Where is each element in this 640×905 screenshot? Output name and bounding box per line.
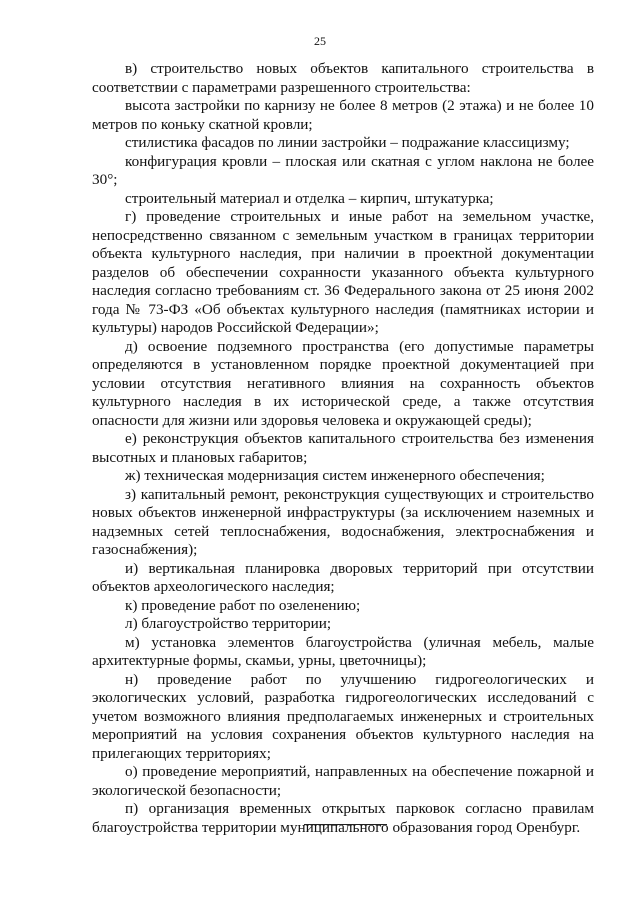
paragraph-materials: строительный материал и отделка – кирпич, штукатурка; [125, 189, 494, 207]
paragraph-g-works: г) проведение строительных и иные работ на земельном участке, непосредственно связанном с земельным участком в границах территории объекта культурного наследия, при наличии в проектной документации разделов об обеспечении сохранности указанного объекта культурного наследия согласно требованиям ст. 36 Федерального закона от 25 июня 2002 года № 73-ФЗ «Об объектах культурного наследия (памятниках истории и культуры) народов Российской Федерации»; [92, 208, 594, 336]
paragraph-zh-modernization: ж) техническая модернизация систем инженерного обеспечения; [125, 467, 545, 484]
paragraph-l-improvement: л) благоустройство территории; [125, 615, 332, 632]
paragraph-p-parking: п) организация временных открытых парковок согласно правилам благоустройства территории муниципального образования город Оренбург. [92, 800, 594, 836]
paragraph-n-hydrogeology: н) проведение работ по улучшению гидрогеологических и экологических условий, разработка гидрогеологических исследований с учетом возможного влияния предполагаемых инженерных и строительных мероприятий на условия сохранения объектов культурного наследия на прилегающих территориях; [92, 670, 594, 762]
paragraph-m-elements: м) установка элементов благоустройства (уличная мебель, малые архитектурные формы, скамьи, урны, цветочницы); [92, 633, 594, 669]
paragraph-facade-style: стилистика фасадов по линии застройки – подражание классицизму; [125, 134, 570, 151]
paragraph-roof-config: конфигурация кровли – плоская или скатная с углом наклона не более 30°; [92, 152, 594, 188]
end-divider-line [304, 824, 387, 825]
paragraph-o-safety: о) проведение мероприятий, направленных на обеспечение пожарной и экологической безопасности; [92, 763, 594, 799]
paragraph-z-repair: з) капитальный ремонт, реконструкция существующих и строительство новых объектов инженерной инфраструктуры (за исключением наземных и надземных сетей теплоснабжения, водоснабжения, электроснабжения и газоснабжения); [92, 485, 594, 558]
paragraph-v-construction: в) строительство новых объектов капитального строительства в соответствии с параметрами разрешенного строительства: [92, 60, 594, 96]
document-body [92, 60, 594, 837]
paragraph-e-reconstruction: е) реконструкция объектов капитального строительства без изменения высотных и плановых габаритов; [92, 430, 594, 466]
paragraph-i-planning: и) вертикальная планировка дворовых территорий при отсутствии объектов археологического наследия; [92, 559, 594, 595]
paragraph-k-landscaping: к) проведение работ по озеленению; [125, 596, 361, 614]
paragraph-d-underground: д) освоение подземного пространства (его допустимые параметры определяются в установленном порядке проектной документацией при условии отсутствия негативного влияния на сохранность объектов культурного наследия в их исторической среде, а также отсутствия опасности для жизни или здоровья человека и окружающей среды); [92, 337, 594, 429]
page-number: 25 [314, 34, 326, 48]
paragraph-height-limit: высота застройки по карнизу не более 8 метров (2 этажа) и не более 10 метров по коньку скатной кровли; [92, 97, 594, 133]
